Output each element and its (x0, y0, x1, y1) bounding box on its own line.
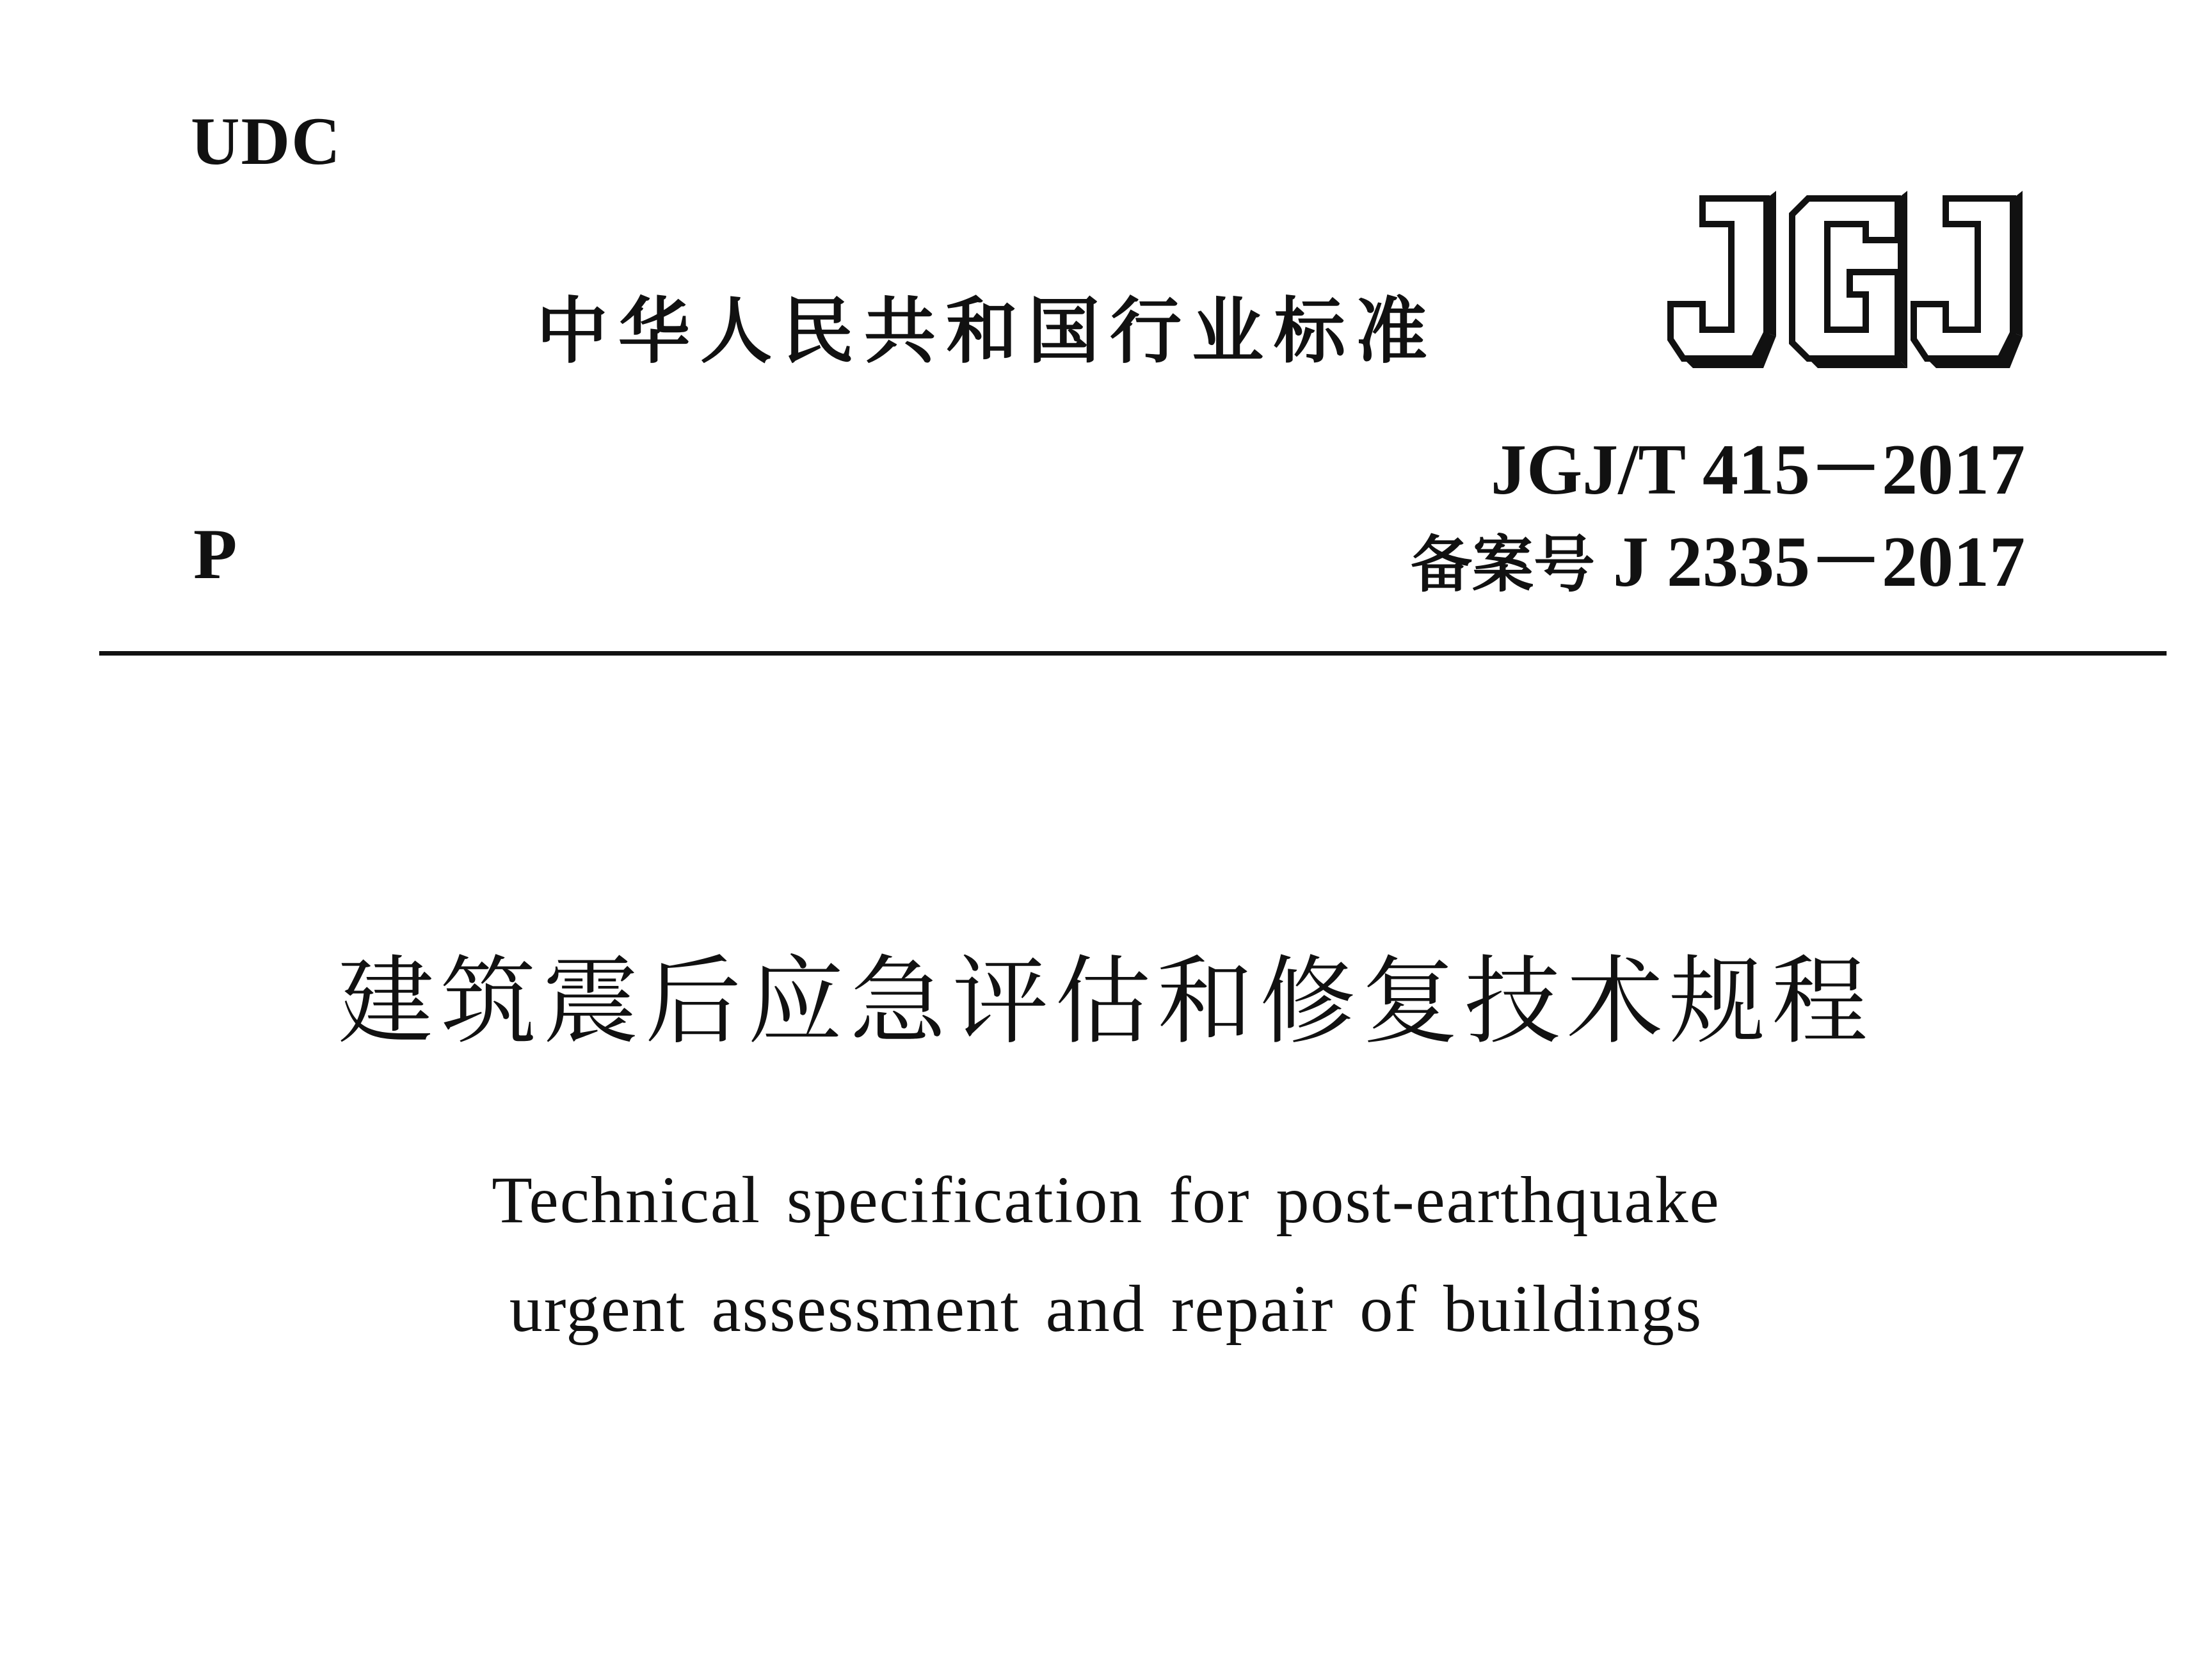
english-title-line-1: Technical specification for post-earthquake (492, 1163, 1720, 1237)
category-letter: P (193, 515, 237, 594)
document-title-english (0, 1146, 2212, 1364)
english-title-line-2: urgent assessment and repair of buildings (509, 1272, 1703, 1346)
document-title-chinese: 建筑震后应急评估和修复技术规程 (337, 946, 1874, 1058)
standard-type-heading: 中华人民共和国行业标准 (536, 290, 1438, 373)
record-prefix: 备案号 (1411, 529, 1595, 601)
udc-label: UDC (191, 104, 342, 179)
record-number-line (1411, 522, 2025, 602)
standard-code: JGJ/T 415－2017 (1491, 430, 2025, 510)
standard-codes (1411, 430, 2025, 602)
header-divider (99, 651, 2167, 656)
record-number: J 2335－2017 (1613, 522, 2025, 602)
jgj-logo (1658, 186, 2029, 378)
